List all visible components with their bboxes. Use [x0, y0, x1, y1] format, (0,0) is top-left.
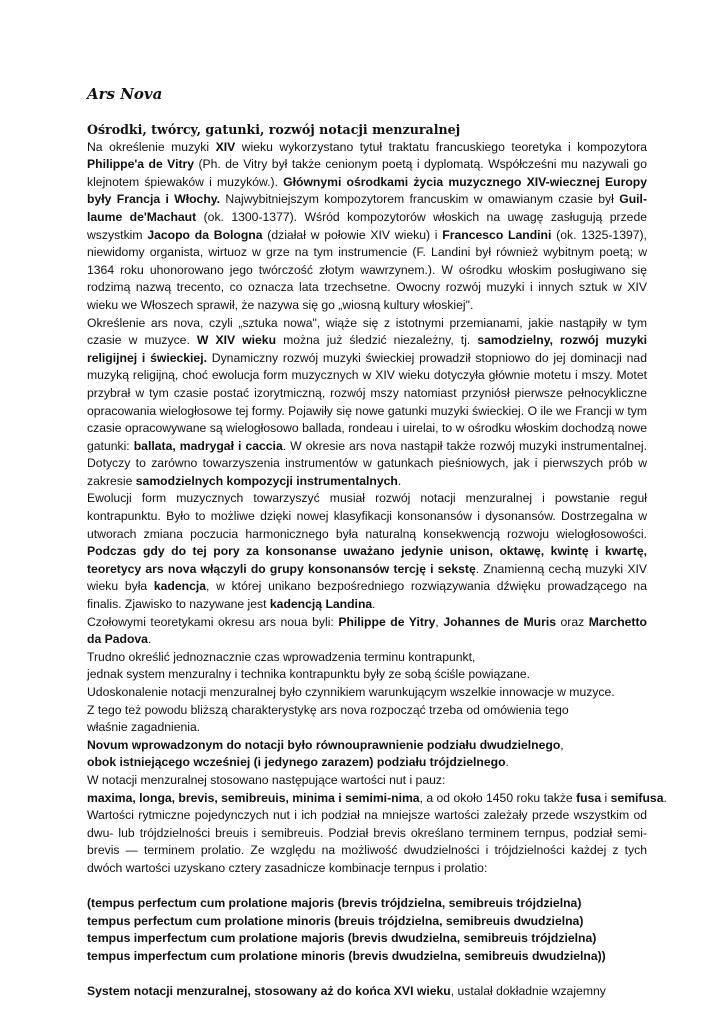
bold-text-run: System notacji menzuralnej, stosowany aż do końca XVI wieku	[87, 984, 451, 999]
line-note-values	[87, 790, 667, 808]
text-run: (działał w połowie XIV wieku) i	[262, 227, 443, 242]
text-run: Na określenie muzyki	[87, 139, 216, 154]
spacer	[87, 878, 647, 896]
combination-item: (tempus perfectum cum prolatione majoris (brevis trójdzielna, semibreuis trójdzielna)	[87, 896, 582, 911]
line-topic	[87, 719, 647, 737]
paragraph-tempus-prolatio	[87, 807, 647, 877]
text-run: Ewolucji form muzycznych towarzyszyć musiał rozwój notacji menzuralnej i powstanie reguł kontrapunktu. Było to możliwe dzięki nowej klasyfikacji konsonansów i dysonansów. Dostrzegalna w utworach zmiana poczucia harmonicznego była naturalną konsekwencją rozwoju wielogłosowości.	[87, 491, 647, 541]
text-run: , ustalał dokładnie wzajemny	[450, 984, 606, 999]
text-run: Z tego też powodu bliższą charakterystykę ars nova rozpocząć trzeba od omówienia tego	[87, 702, 569, 717]
bold-text-run: Philippe'a de Vitry	[87, 157, 195, 172]
line-characteristics	[87, 702, 647, 720]
text-run: wieku wykorzystano tytuł traktatu francuskiego teoretyka i kompozytora	[235, 139, 647, 154]
text-run: Czołowymi teoretykami okresu ars noua byli:	[87, 614, 339, 629]
text-run: i	[601, 790, 611, 805]
bold-text-run: samodzielnych kompozycji instrumentalnych	[135, 473, 398, 488]
text-run: . W okresie ars nova nastąpił także rozwój muzyki instrumentalnej. Dotyczy to zarówno towarzyszenia instrumentów w gatunkach pieśniowych, jak i pierwszych prób w zakresie	[87, 438, 647, 488]
text-run: , w której unikano bezpośredniego rozwiązywania dźwięku prowadzącego na finalis. Zjawisko to nazywane jest	[87, 579, 647, 612]
bold-text-run: fusa	[576, 790, 602, 805]
text-run: .	[663, 790, 667, 805]
text-run: (ok. 1300-1377). Wśród kompozytorów włoskich na uwagę zasługują przede wszystkim	[87, 209, 647, 242]
bold-text-run: W XIV wieku	[196, 333, 277, 348]
bold-text-run: obok istniejącego wcześniej (i jedynego zarazem) podziału trójdzielnego	[87, 755, 506, 770]
text-run: jednak system menzuralny i technika kontrapunktu były ze sobą ściśle powiązane.	[87, 667, 531, 682]
line-notation-improvement	[87, 684, 647, 702]
text-run: (ok. 1325-1397), niewidomy organista, wirtuoz w grze na tym instrumencie (F. Landini był również wybitnym poetą; w 1364 roku uhonorowano jego twórczość złotym wawrzynem.). W ośrodku włoskim posługiwano się rodzimą nazwą trecento, co oznacza lata trzechsetne. Owocny rozwój muzyki i innych sztuk w XIV wieku we Włoszech sprawił, że nazywa się go „wiosną kultury włoskiej".	[87, 227, 647, 312]
document-page	[87, 85, 667, 1001]
text-run: właśnie zagadnienia.	[87, 720, 201, 735]
combination-item: tempus imperfectum cum prolatione majoris (brevis dwudzielna, semibreuis trójdzielna)	[87, 931, 597, 946]
bold-text-run: ballata, madrygał i caccia	[133, 438, 283, 453]
text-run: Najwybitniejszym kompozytorem francuskim w omawianym czasie był	[220, 192, 620, 207]
line-novum	[87, 737, 647, 755]
paragraph-theorists	[87, 614, 647, 649]
text-run: Dynamiczny rozwój muzyki świeckiej prowadził stopniowo do jej dominacji nad muzyką religijną, choć ewolucja form muzycznych w XIV wieku dotyczyła głównie motetu i mszy. Motet przybrał w tym czasie postać izorytmiczną, rozwój mszy natomiast przyniósł pierwsze pełnocykliczne opracowania wielogłosowe tej formy. Pojawiły się nowe gatunki muzyki świeckiej. O ile we Francji w tym czasie opracowywane są wielogłosowo ballada, rondeau i uirelai, to w ośrodku włoskim dochodzą nowe gatunki:	[87, 350, 647, 453]
bold-text-run: kadencją Landina	[269, 597, 373, 612]
bold-text-run: Johannes de Muris	[443, 614, 556, 629]
bold-text-run: XIV	[215, 139, 236, 154]
text-run: W notacji menzuralnej stosowano następujące wartości nut i pauz:	[87, 772, 446, 787]
text-run: Udoskonalenie notacji menzuralnej było czynnikiem warunkującym wszelkie innowacje w muzyce.	[87, 685, 615, 699]
text-run: Trudno określić jednoznacznie czas wprowadzenia terminu kontrapunkt,	[87, 649, 476, 664]
bold-text-run: semifusa	[610, 790, 664, 805]
section-subtitle: Ośrodki, twórcy, gatunki, rozwój notacji menzuralnej	[87, 121, 461, 137]
text-run: oraz	[556, 614, 589, 629]
bold-text-run: maxima, longa, brevis, semibreuis, minima i semimi-nima	[87, 790, 420, 805]
spacer	[87, 966, 647, 984]
line-counterpoint-term	[87, 649, 647, 667]
combination-item: tempus imperfectum cum prolatione minoris (brevis dwudzielna, semibreuis dwudzielna))	[87, 948, 606, 963]
text-run: Wartości rytmiczne pojedynczych nut i ich podział na mniejsze wartości zależały przede wszystkim od dwu- lub trójdzielności breuis i semibreuis. Podział brevis określano terminem ternpus, podział semibrevis — terminem prolatio. Ze względu na możliwość dwudzielności i trójdzielności każdej z tych dwóch wartości uzyskano cztery zasadnicze kombinacje ternpus i prolatio:	[87, 808, 647, 875]
bold-text-run: Novum wprowadzonym do notacji było równouprawnienie podziału dwudzielnego	[87, 737, 561, 752]
bold-text-run: Jacopo da Bologna	[147, 227, 263, 242]
text-run: .	[397, 473, 402, 488]
line-mensural-system	[87, 666, 647, 684]
bold-text-run: Philippe de Yitry	[338, 614, 436, 629]
bold-text-run: Guillaume de'Machaut	[87, 192, 647, 224]
bold-text-run: kadencja	[153, 579, 207, 594]
paragraph-ars-nova-definition	[87, 315, 647, 491]
notation-lines	[87, 649, 667, 807]
text-run: .	[505, 755, 509, 770]
combination-item: tempus perfectum cum prolatione minoris (breuis trójdzielna, semibreuis dwudzielna)	[87, 913, 584, 928]
text-run: .	[372, 597, 376, 612]
text-run: . Znamienną cechą muzyki XIV wieku była	[87, 561, 647, 594]
document-title: Ars Nova	[87, 85, 163, 103]
bold-text-run: Francesco Landini	[442, 227, 552, 242]
bold-text-run: Podczas gdy do tej pory za konsonanse uważano jedynie unison, oktawę, kwintę i kwartę, teoretycy ars nova włączyli do grupy konsonansów tercję i sekstę	[87, 544, 647, 576]
text-run: ,	[560, 737, 564, 752]
text-run: .	[147, 632, 152, 647]
bold-text-run: samodzielny, rozwój muzyki religijnej i świeckiej.	[87, 333, 648, 365]
text-run: (Ph. de Vitry był także cenionym poetą i dyplomatą. Współcześni mu nazywali go klejnotem śpiewaków i muzyków.).	[87, 157, 647, 189]
paragraph-intro	[87, 139, 647, 315]
text-run: ,	[435, 614, 444, 629]
text-run: można już śledzić niezależny, tj.	[276, 333, 478, 348]
paragraph-system-notation	[87, 983, 647, 1001]
line-triple-division	[87, 754, 647, 772]
tempus-combinations	[87, 895, 647, 965]
paragraph-consonances	[87, 490, 647, 613]
text-run: , a od około 1450 roku także	[419, 790, 577, 805]
bold-text-run: Głównymi ośrodkami życia muzycznego XIV-wiecznej Europy były Francja i Włochy.	[87, 174, 647, 207]
line-note-values-intro	[87, 772, 647, 790]
bold-text-run: Marchetto da Padova	[87, 614, 647, 647]
text-run: Określenie ars nova, czyli „sztuka nowa", wiąże się z istotnymi przemianami, jakie nastąpiły w tym czasie w muzyce.	[87, 315, 647, 348]
